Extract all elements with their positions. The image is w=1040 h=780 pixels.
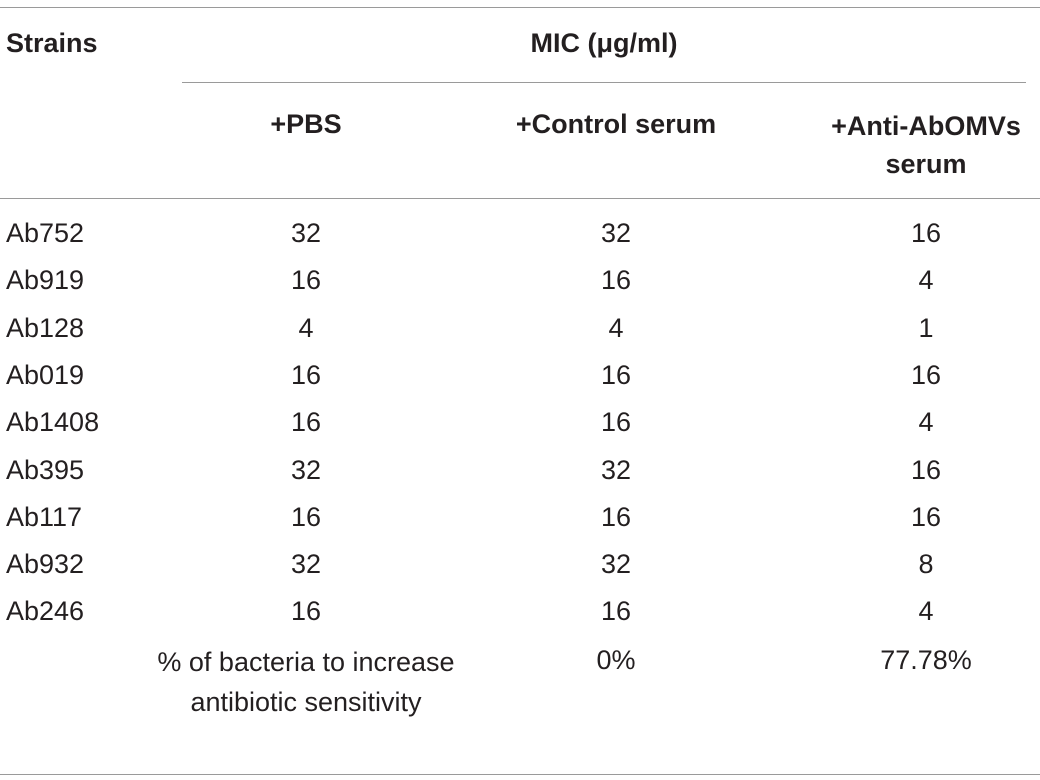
group-underline xyxy=(182,82,1026,83)
cell-anti-abomvs-serum: 4 xyxy=(918,265,934,295)
mic-group-header: MIC (μg/ml) xyxy=(530,28,678,58)
cell-anti-abomvs-serum: 16 xyxy=(910,360,942,390)
col-header-pbs: +PBS xyxy=(270,109,342,139)
cell-pbs: 32 xyxy=(290,218,322,248)
cell-anti-abomvs-serum: 1 xyxy=(918,313,934,343)
cell-anti-abomvs-serum: 16 xyxy=(910,502,942,532)
cell-control-serum: 16 xyxy=(600,596,632,626)
cell-strain: Ab752 xyxy=(6,218,85,248)
cell-anti-abomvs-serum: 16 xyxy=(910,218,942,248)
cell-pbs: 16 xyxy=(290,502,322,532)
header-rule xyxy=(0,198,1040,199)
bottom-rule xyxy=(0,774,1040,775)
cell-control-serum: 16 xyxy=(600,407,632,437)
cell-pbs: 16 xyxy=(290,596,322,626)
cell-strain: Ab246 xyxy=(6,596,85,626)
col-header-anti-abomvs-serum: +Anti-AbOMVs serum xyxy=(831,111,1021,179)
cell-anti-abomvs-serum: 16 xyxy=(910,455,942,485)
top-rule xyxy=(0,7,1040,8)
cell-pbs: 16 xyxy=(290,360,322,390)
cell-anti-abomvs-serum: 4 xyxy=(918,407,934,437)
cell-anti-abomvs-serum: 4 xyxy=(918,596,934,626)
cell-strain: Ab117 xyxy=(6,502,83,532)
cell-strain: Ab932 xyxy=(6,549,85,579)
cell-control-serum: 16 xyxy=(600,502,632,532)
cell-anti-abomvs-serum: 8 xyxy=(918,549,934,579)
col-header-control-serum: +Control serum xyxy=(515,109,717,139)
cell-control-serum: 16 xyxy=(600,360,632,390)
cell-pbs: 32 xyxy=(290,549,322,579)
footer-anti-value: 77.78% xyxy=(880,645,972,675)
cell-strain: Ab919 xyxy=(6,265,85,295)
footer-label: % of bacteria to increase antibiotic sensitivity xyxy=(157,647,455,717)
cell-control-serum: 32 xyxy=(600,218,632,248)
cell-strain: Ab395 xyxy=(6,455,85,485)
cell-pbs: 4 xyxy=(298,313,314,343)
cell-pbs: 16 xyxy=(290,407,322,437)
cell-control-serum: 32 xyxy=(600,549,632,579)
strains-header: Strains xyxy=(6,28,98,58)
cell-strain: Ab019 xyxy=(6,360,85,390)
cell-pbs: 32 xyxy=(290,455,322,485)
footer-control-value: 0% xyxy=(596,645,636,675)
cell-control-serum: 32 xyxy=(600,455,632,485)
cell-strain: Ab128 xyxy=(6,313,85,343)
cell-control-serum: 4 xyxy=(608,313,624,343)
cell-control-serum: 16 xyxy=(600,265,632,295)
cell-strain: Ab1408 xyxy=(6,407,100,437)
cell-pbs: 16 xyxy=(290,265,322,295)
